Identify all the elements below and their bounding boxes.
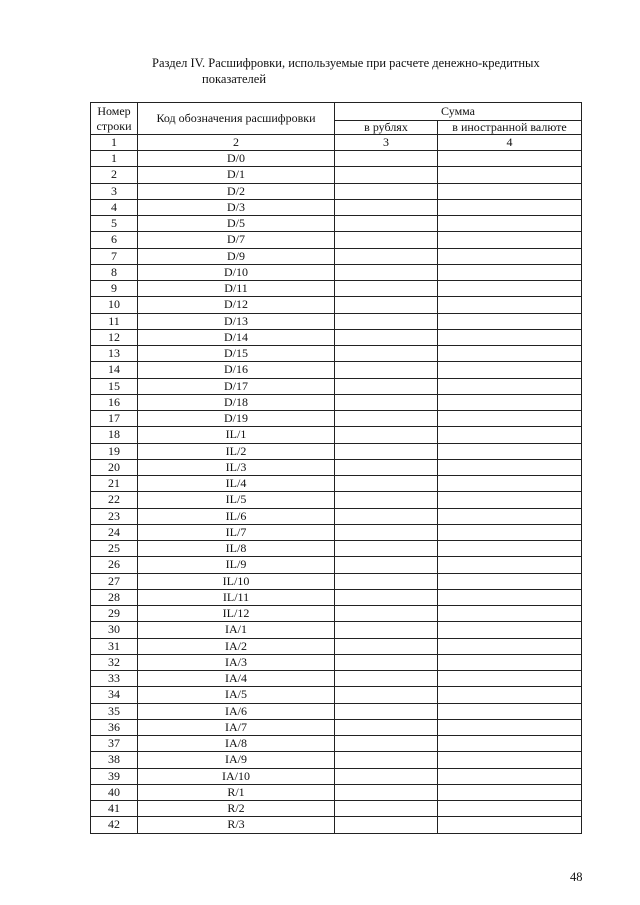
- table-row: [91, 346, 582, 362]
- rubles-cell: [335, 557, 438, 573]
- foreign-currency-cell: [438, 524, 582, 540]
- foreign-currency-cell: [438, 541, 582, 557]
- code-cell: IA/1: [138, 622, 335, 638]
- row-number-cell: 27: [91, 573, 138, 589]
- table-row: [91, 167, 582, 183]
- rubles-cell: [335, 573, 438, 589]
- table-row: [91, 736, 582, 752]
- foreign-currency-cell: [438, 589, 582, 605]
- header-code: Код обозначения расшифровки: [138, 103, 335, 135]
- table-row: [91, 297, 582, 313]
- table-row: [91, 541, 582, 557]
- row-number-cell: 11: [91, 313, 138, 329]
- header-foreign-currency: в иностранной валюте: [438, 121, 582, 135]
- row-number-cell: 5: [91, 216, 138, 232]
- row-number-cell: 40: [91, 784, 138, 800]
- row-number-cell: 34: [91, 687, 138, 703]
- header-row-number: Номер строки: [91, 103, 138, 135]
- table-row: [91, 654, 582, 670]
- row-number-cell: 29: [91, 606, 138, 622]
- row-number-cell: 2: [91, 167, 138, 183]
- table-row: [91, 411, 582, 427]
- table-row: [91, 151, 582, 167]
- table-row: [91, 362, 582, 378]
- row-number-cell: 14: [91, 362, 138, 378]
- rubles-cell: [335, 492, 438, 508]
- row-number-cell: 28: [91, 589, 138, 605]
- table-row: [91, 394, 582, 410]
- code-cell: IA/8: [138, 736, 335, 752]
- table-row: [91, 671, 582, 687]
- table-row: [91, 589, 582, 605]
- code-cell: IL/3: [138, 459, 335, 475]
- table-row: [91, 817, 582, 833]
- table-row: [91, 524, 582, 540]
- row-number-cell: 38: [91, 752, 138, 768]
- code-cell: D/5: [138, 216, 335, 232]
- column-number: 2: [138, 135, 335, 151]
- code-cell: D/15: [138, 346, 335, 362]
- foreign-currency-cell: [438, 427, 582, 443]
- table-row: [91, 573, 582, 589]
- row-number-cell: 21: [91, 476, 138, 492]
- foreign-currency-cell: [438, 216, 582, 232]
- code-cell: D/13: [138, 313, 335, 329]
- row-number-cell: 15: [91, 378, 138, 394]
- rubles-cell: [335, 768, 438, 784]
- rubles-cell: [335, 411, 438, 427]
- table-row: [91, 264, 582, 280]
- foreign-currency-cell: [438, 801, 582, 817]
- foreign-currency-cell: [438, 638, 582, 654]
- row-number-cell: 35: [91, 703, 138, 719]
- row-number-cell: 31: [91, 638, 138, 654]
- row-number-cell: 4: [91, 199, 138, 215]
- code-cell: R/2: [138, 801, 335, 817]
- row-number-cell: 18: [91, 427, 138, 443]
- rubles-cell: [335, 719, 438, 735]
- row-number-cell: 24: [91, 524, 138, 540]
- rubles-cell: [335, 443, 438, 459]
- rubles-cell: [335, 671, 438, 687]
- foreign-currency-cell: [438, 606, 582, 622]
- code-cell: D/12: [138, 297, 335, 313]
- row-number-cell: 39: [91, 768, 138, 784]
- foreign-currency-cell: [438, 313, 582, 329]
- foreign-currency-cell: [438, 622, 582, 638]
- table-row: [91, 719, 582, 735]
- row-number-cell: 16: [91, 394, 138, 410]
- rubles-cell: [335, 216, 438, 232]
- code-cell: D/11: [138, 281, 335, 297]
- rubles-cell: [335, 329, 438, 345]
- row-number-cell: 33: [91, 671, 138, 687]
- code-cell: IA/10: [138, 768, 335, 784]
- foreign-currency-cell: [438, 752, 582, 768]
- row-number-cell: 22: [91, 492, 138, 508]
- rubles-cell: [335, 736, 438, 752]
- code-cell: IL/12: [138, 606, 335, 622]
- foreign-currency-cell: [438, 492, 582, 508]
- table-row: [91, 216, 582, 232]
- rubles-cell: [335, 541, 438, 557]
- code-cell: IL/2: [138, 443, 335, 459]
- rubles-cell: [335, 313, 438, 329]
- foreign-currency-cell: [438, 736, 582, 752]
- foreign-currency-cell: [438, 378, 582, 394]
- code-cell: R/3: [138, 817, 335, 833]
- foreign-currency-cell: [438, 573, 582, 589]
- rubles-cell: [335, 687, 438, 703]
- code-cell: IA/3: [138, 654, 335, 670]
- foreign-currency-cell: [438, 167, 582, 183]
- section-title-line2: показателей: [202, 72, 267, 86]
- row-number-cell: 32: [91, 654, 138, 670]
- row-number-cell: 25: [91, 541, 138, 557]
- foreign-currency-cell: [438, 443, 582, 459]
- column-numbers-row: [91, 135, 582, 151]
- row-number-cell: 20: [91, 459, 138, 475]
- section-title: [152, 55, 592, 87]
- row-number-cell: 23: [91, 508, 138, 524]
- row-number-cell: 13: [91, 346, 138, 362]
- table-row: [91, 459, 582, 475]
- header-sum: Сумма: [335, 103, 582, 121]
- table-row: [91, 638, 582, 654]
- code-cell: D/16: [138, 362, 335, 378]
- rubles-cell: [335, 654, 438, 670]
- foreign-currency-cell: [438, 264, 582, 280]
- table-row: [91, 427, 582, 443]
- rubles-cell: [335, 346, 438, 362]
- code-cell: D/9: [138, 248, 335, 264]
- foreign-currency-cell: [438, 232, 582, 248]
- rubles-cell: [335, 801, 438, 817]
- code-cell: IL/7: [138, 524, 335, 540]
- table-row: [91, 768, 582, 784]
- code-cell: D/17: [138, 378, 335, 394]
- row-number-cell: 42: [91, 817, 138, 833]
- table-row: [91, 313, 582, 329]
- foreign-currency-cell: [438, 817, 582, 833]
- table-row: [91, 557, 582, 573]
- rubles-cell: [335, 394, 438, 410]
- table-row: [91, 687, 582, 703]
- row-number-cell: 41: [91, 801, 138, 817]
- row-number-cell: 30: [91, 622, 138, 638]
- section-title-line1: Раздел IV. Расшифровки, используемые при расчете денежно-кредитных: [152, 56, 540, 70]
- foreign-currency-cell: [438, 183, 582, 199]
- rubles-cell: [335, 589, 438, 605]
- rubles-cell: [335, 232, 438, 248]
- rubles-cell: [335, 752, 438, 768]
- rubles-cell: [335, 703, 438, 719]
- foreign-currency-cell: [438, 411, 582, 427]
- table-row: [91, 199, 582, 215]
- table-row: [91, 248, 582, 264]
- table-row: [91, 492, 582, 508]
- foreign-currency-cell: [438, 508, 582, 524]
- rubles-cell: [335, 606, 438, 622]
- code-cell: IL/10: [138, 573, 335, 589]
- table-header: [91, 103, 582, 151]
- code-cell: IL/5: [138, 492, 335, 508]
- rubles-cell: [335, 183, 438, 199]
- code-cell: D/19: [138, 411, 335, 427]
- row-number-cell: 19: [91, 443, 138, 459]
- code-cell: IA/4: [138, 671, 335, 687]
- code-cell: IL/6: [138, 508, 335, 524]
- code-cell: IA/5: [138, 687, 335, 703]
- foreign-currency-cell: [438, 329, 582, 345]
- row-number-cell: 37: [91, 736, 138, 752]
- rubles-cell: [335, 264, 438, 280]
- table-row: [91, 232, 582, 248]
- rubles-cell: [335, 622, 438, 638]
- table-body: [91, 151, 582, 834]
- foreign-currency-cell: [438, 719, 582, 735]
- foreign-currency-cell: [438, 703, 582, 719]
- table-row: [91, 281, 582, 297]
- rubles-cell: [335, 476, 438, 492]
- column-number: 4: [438, 135, 582, 151]
- code-cell: D/10: [138, 264, 335, 280]
- row-number-cell: 9: [91, 281, 138, 297]
- rubles-cell: [335, 508, 438, 524]
- rubles-cell: [335, 151, 438, 167]
- code-cell: D/7: [138, 232, 335, 248]
- row-number-cell: 1: [91, 151, 138, 167]
- code-cell: D/1: [138, 167, 335, 183]
- foreign-currency-cell: [438, 362, 582, 378]
- row-number-cell: 8: [91, 264, 138, 280]
- code-cell: D/2: [138, 183, 335, 199]
- foreign-currency-cell: [438, 281, 582, 297]
- row-number-cell: 7: [91, 248, 138, 264]
- foreign-currency-cell: [438, 151, 582, 167]
- code-cell: D/0: [138, 151, 335, 167]
- table-row: [91, 508, 582, 524]
- rubles-cell: [335, 427, 438, 443]
- table-row: [91, 784, 582, 800]
- rubles-cell: [335, 297, 438, 313]
- code-cell: IA/6: [138, 703, 335, 719]
- rubles-cell: [335, 817, 438, 833]
- foreign-currency-cell: [438, 784, 582, 800]
- table-row: [91, 606, 582, 622]
- rubles-cell: [335, 281, 438, 297]
- rubles-cell: [335, 638, 438, 654]
- rubles-cell: [335, 362, 438, 378]
- rubles-cell: [335, 524, 438, 540]
- table-row: [91, 752, 582, 768]
- code-cell: D/18: [138, 394, 335, 410]
- table-row: [91, 476, 582, 492]
- column-number: 1: [91, 135, 138, 151]
- code-cell: IL/1: [138, 427, 335, 443]
- foreign-currency-cell: [438, 557, 582, 573]
- foreign-currency-cell: [438, 476, 582, 492]
- row-number-cell: 17: [91, 411, 138, 427]
- row-number-cell: 12: [91, 329, 138, 345]
- decoding-table: [90, 102, 582, 834]
- column-number: 3: [335, 135, 438, 151]
- table-row: [91, 329, 582, 345]
- code-cell: IL/9: [138, 557, 335, 573]
- code-cell: D/3: [138, 199, 335, 215]
- table-row: [91, 703, 582, 719]
- code-cell: IA/2: [138, 638, 335, 654]
- row-number-cell: 3: [91, 183, 138, 199]
- code-cell: IA/7: [138, 719, 335, 735]
- table-row: [91, 622, 582, 638]
- rubles-cell: [335, 248, 438, 264]
- foreign-currency-cell: [438, 687, 582, 703]
- code-cell: IL/8: [138, 541, 335, 557]
- foreign-currency-cell: [438, 297, 582, 313]
- table-row: [91, 378, 582, 394]
- foreign-currency-cell: [438, 768, 582, 784]
- rubles-cell: [335, 378, 438, 394]
- row-number-cell: 26: [91, 557, 138, 573]
- foreign-currency-cell: [438, 654, 582, 670]
- foreign-currency-cell: [438, 346, 582, 362]
- rubles-cell: [335, 199, 438, 215]
- table-row: [91, 801, 582, 817]
- rubles-cell: [335, 784, 438, 800]
- row-number-cell: 6: [91, 232, 138, 248]
- code-cell: IA/9: [138, 752, 335, 768]
- foreign-currency-cell: [438, 199, 582, 215]
- foreign-currency-cell: [438, 248, 582, 264]
- foreign-currency-cell: [438, 394, 582, 410]
- rubles-cell: [335, 167, 438, 183]
- rubles-cell: [335, 459, 438, 475]
- foreign-currency-cell: [438, 671, 582, 687]
- row-number-cell: 36: [91, 719, 138, 735]
- code-cell: IL/4: [138, 476, 335, 492]
- foreign-currency-cell: [438, 459, 582, 475]
- row-number-cell: 10: [91, 297, 138, 313]
- code-cell: IL/11: [138, 589, 335, 605]
- header-rubles: в рублях: [335, 121, 438, 135]
- code-cell: D/14: [138, 329, 335, 345]
- code-cell: R/1: [138, 784, 335, 800]
- table-row: [91, 183, 582, 199]
- table-row: [91, 443, 582, 459]
- page-number: 48: [570, 870, 583, 884]
